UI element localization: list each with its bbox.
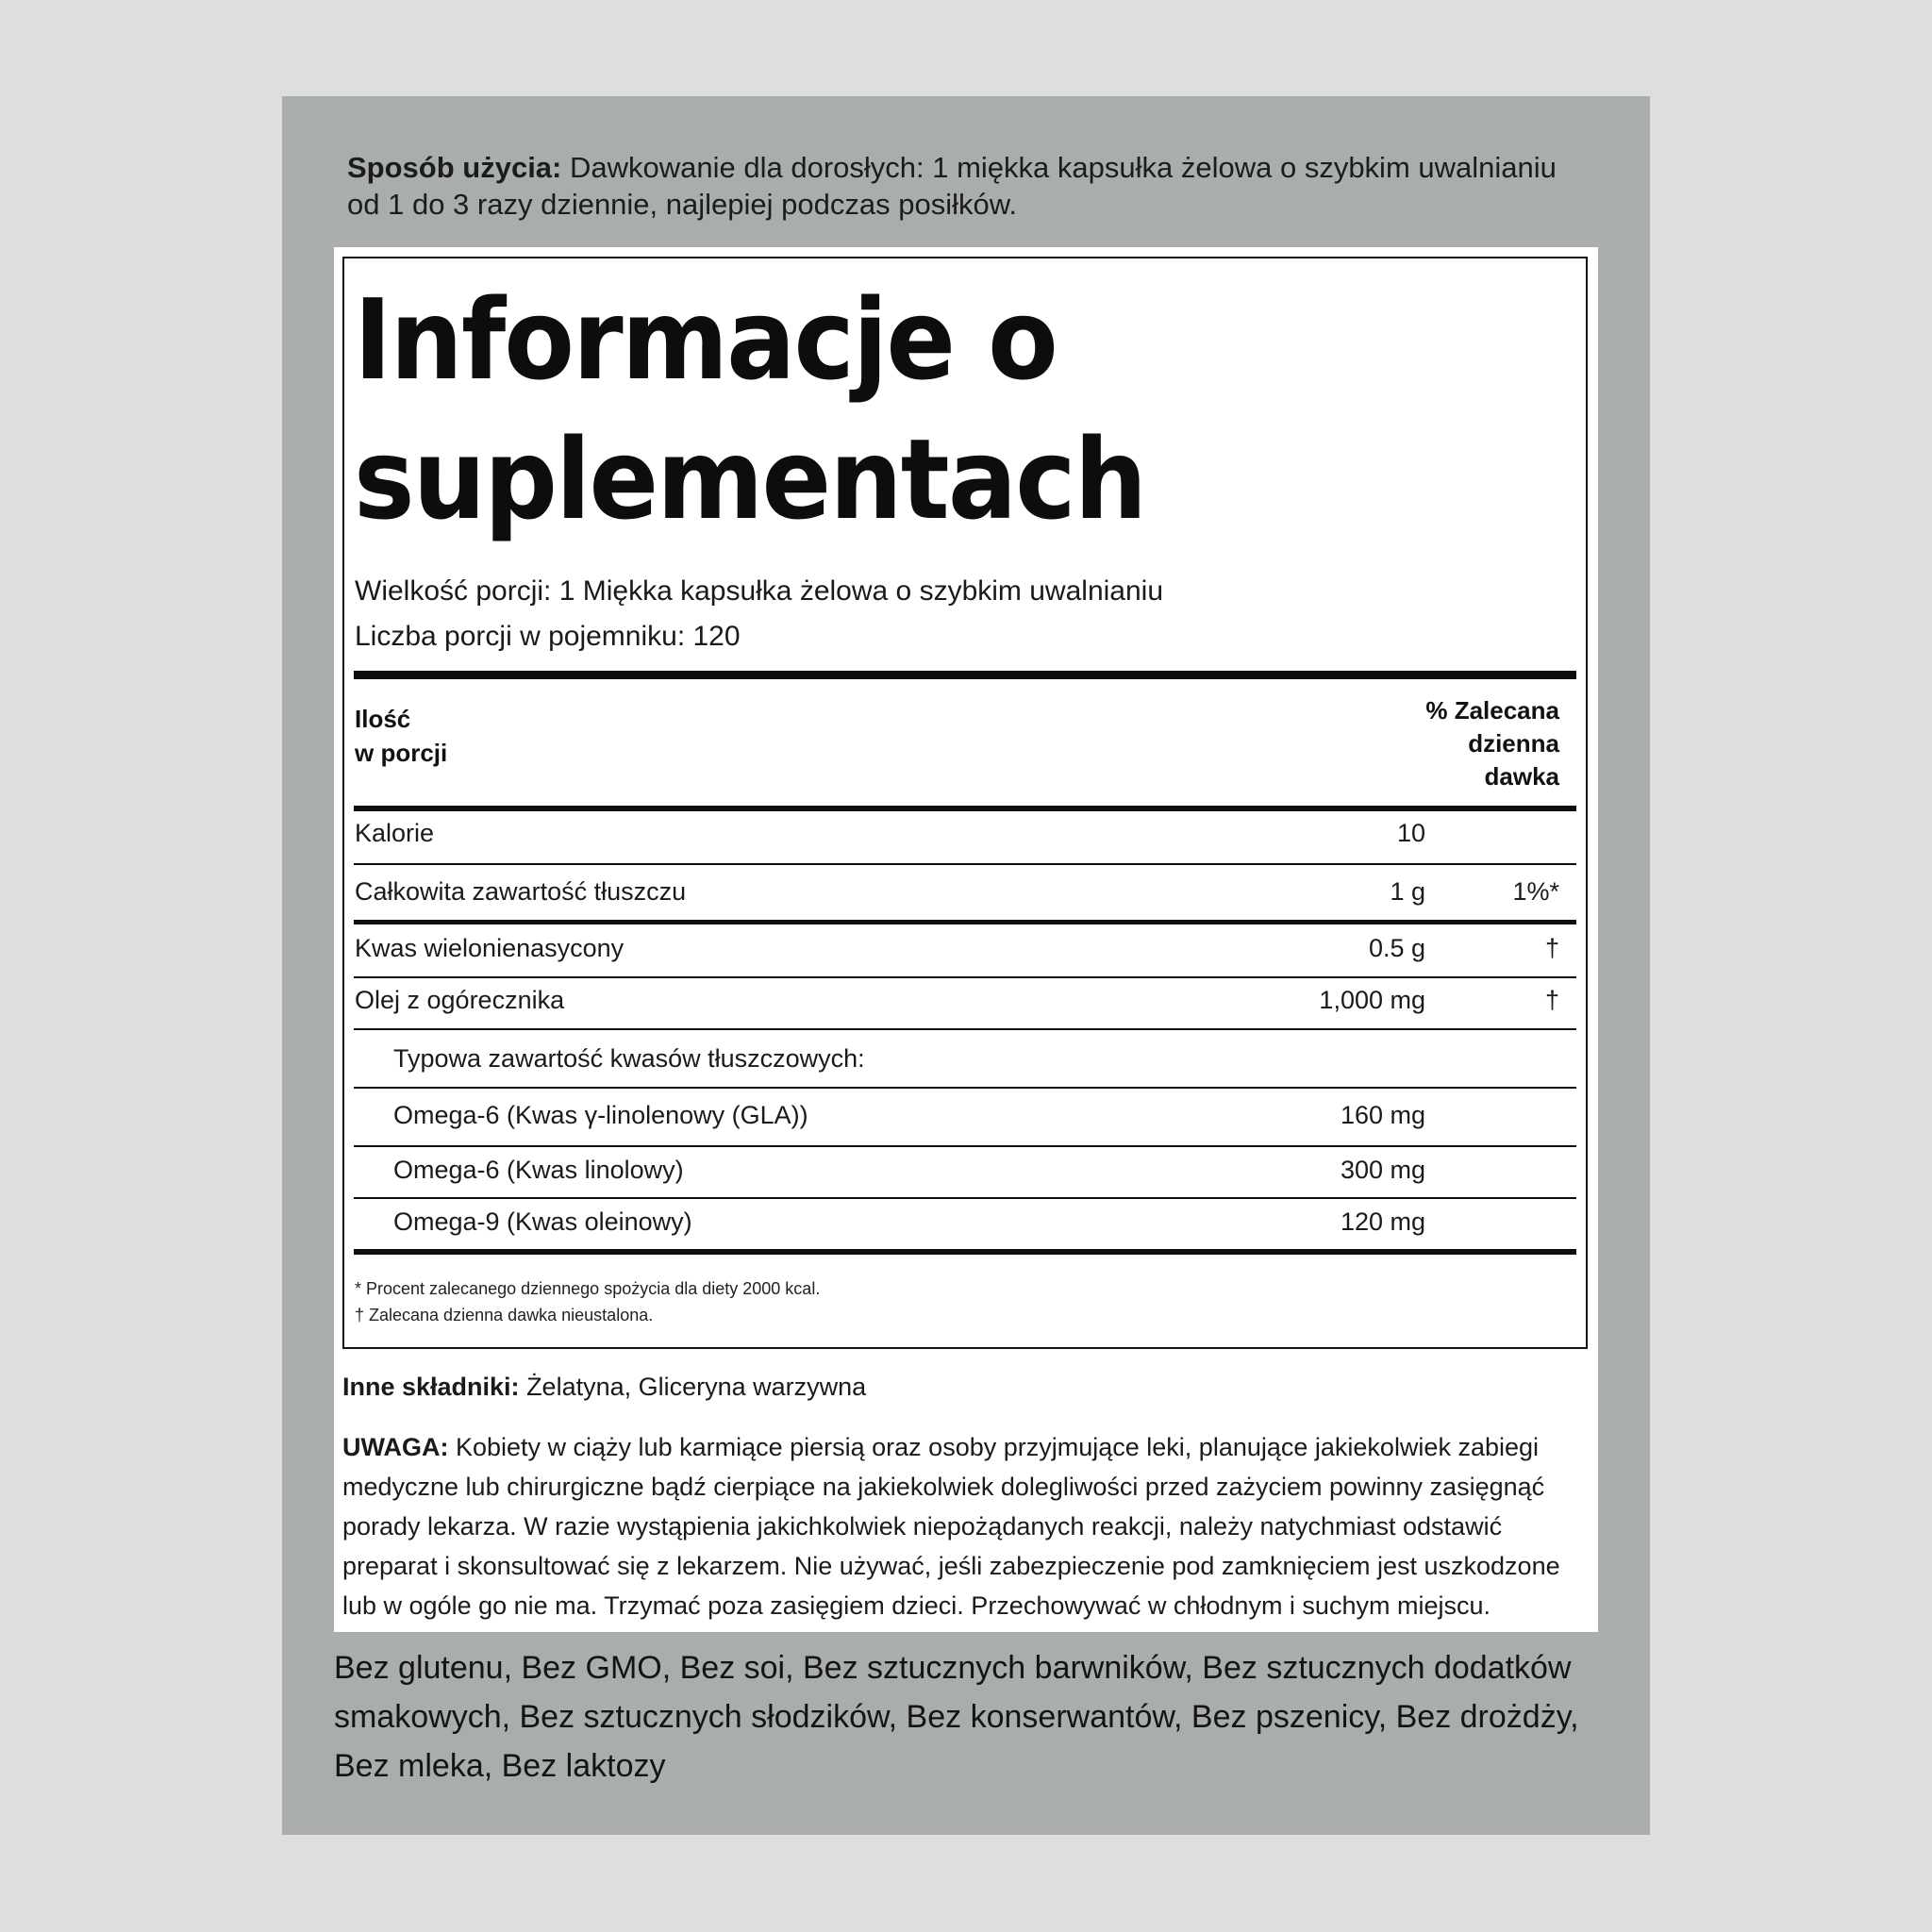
free-from-list: Bez glutenu, Bez GMO, Bez soi, Bez sztucznych barwników, Bez sztucznych dodatków smakowych, Bez sztucznych słodzików, Bez konserwantów, Bez pszenicy, Bez drożdży, Bez mleka, Bez laktozy — [334, 1650, 1579, 1784]
row-divider — [354, 1087, 1576, 1089]
nutrient-dv: 1%* — [1512, 877, 1559, 906]
facts-title — [354, 270, 1395, 549]
nutrient-name: Typowa zawartość kwasów tłuszczowych: — [393, 1044, 865, 1073]
nutrient-name: Omega-6 (Kwas γ-linolenowy (GLA)) — [393, 1101, 808, 1129]
warning-label: UWAGA: — [342, 1433, 449, 1461]
nutrient-amount: 160 mg — [1340, 1101, 1425, 1129]
nutrient-amount: 120 mg — [1340, 1208, 1425, 1236]
nutrient-name: Omega-9 (Kwas oleinowy) — [393, 1208, 692, 1236]
directions-body: Dawkowanie dla dorosłych: 1 miękka kapsułka żelowa o szybkim uwalnianiu od 1 do 3 razy dziennie, najlepiej podczas posiłków. — [347, 151, 1557, 221]
dv-header-line3: dawka — [1484, 762, 1559, 791]
nutrient-name: Omega-6 (Kwas linolowy) — [393, 1156, 684, 1184]
facts-title-line1: Informacje o — [354, 275, 1057, 405]
dv-header-line1: % Zalecana — [1425, 696, 1559, 724]
directions-label: Sposób użycia: — [347, 151, 562, 184]
warning-text — [342, 1427, 1588, 1625]
servings-per-container: Liczba porcji w pojemniku: 120 — [355, 621, 741, 652]
nutrient-amount: 0.5 g — [1368, 934, 1425, 962]
other-ingredients-label: Inne składniki: — [342, 1373, 520, 1401]
serving-size: Wielkość porcji: 1 Miękka kapsułka żelowa o szybkim uwalnianiu — [355, 575, 1164, 607]
header-divider — [354, 806, 1576, 811]
nutrient-name: Całkowita zawartość tłuszczu — [355, 877, 687, 906]
nutrient-amount: 1,000 mg — [1319, 986, 1425, 1014]
daily-value-header — [1425, 694, 1559, 793]
nutrient-name: Olej z ogórecznika — [355, 986, 565, 1014]
facts-title-line2: suplementach — [354, 414, 1146, 544]
other-ingredients — [342, 1373, 866, 1402]
nutrient-dv: † — [1544, 986, 1559, 1014]
nutrient-amount: 300 mg — [1340, 1156, 1425, 1184]
amount-per-serving-header — [355, 702, 447, 770]
nutrient-amount: 10 — [1396, 819, 1425, 847]
warning-body: Kobiety w ciąży lub karmiące piersią oraz osoby przyjmujące leki, planujące jakiekolwiek zabiegi medyczne lub chirurgiczne bądź cierpiące na jakiekolwiek dolegliwości przed zażyciem powinny zasięgnąć porady lekarza. W razie wystąpienia jakichkolwiek niepożądanych reakcji, należy natychmiast odstawić preparat i skonsultować się z lekarzem. Nie używać, jeśli zabezpieczenie pod zamknięciem jest uszkodzone lub w ogóle go nie ma. Trzymać poza zasięgiem dzieci. Przechowywać w chłodnym i suchym miejscu. — [342, 1433, 1560, 1620]
supplement-facts-box — [342, 257, 1588, 1349]
nutrient-name: Kwas wielonienasycony — [355, 934, 625, 962]
amount-header-line1: Ilość — [355, 705, 411, 733]
nutrient-amount: 1 g — [1390, 877, 1425, 906]
dv-header-line2: dzienna — [1468, 729, 1559, 758]
amount-header-line2: w porcji — [355, 739, 448, 767]
footnote-dagger: † Zalecana dzienna dawka nieustalona. — [355, 1306, 654, 1324]
directions-text — [347, 149, 1583, 223]
row-divider — [354, 1028, 1576, 1030]
nutrient-name: Kalorie — [355, 819, 435, 847]
nutrient-dv: † — [1544, 934, 1559, 962]
bottom-divider — [354, 1249, 1576, 1255]
row-divider — [354, 1145, 1576, 1147]
other-ingredients-text: Żelatyna, Gliceryna warzywna — [519, 1373, 867, 1401]
thick-divider — [354, 671, 1576, 679]
row-divider — [354, 1197, 1576, 1199]
footnote-daily-value: * Procent zalecanego dziennego spożycia dla diety 2000 kcal. — [355, 1279, 821, 1298]
row-divider — [354, 976, 1576, 978]
row-divider — [354, 863, 1576, 865]
row-divider-thick — [354, 920, 1576, 924]
